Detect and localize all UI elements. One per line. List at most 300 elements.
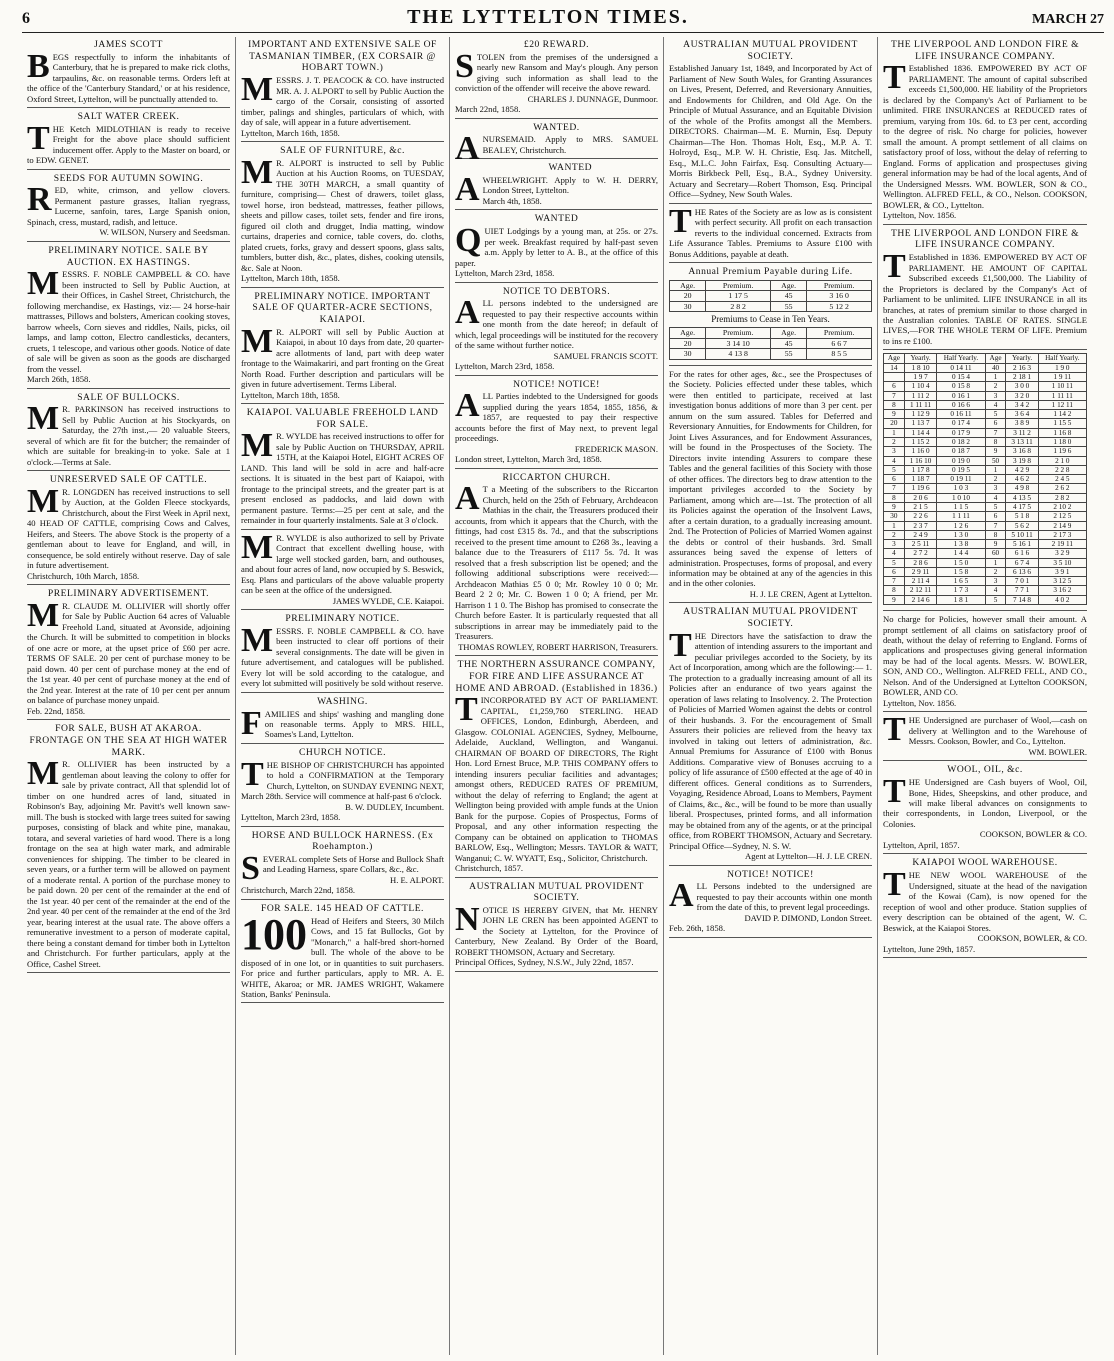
table-cell: 3 9 1 <box>1038 567 1086 576</box>
table-header-cell: Half Yearly. <box>937 354 985 363</box>
table-cell: 2 <box>884 530 905 539</box>
table-cell: 0 15 4 <box>937 373 985 382</box>
table-cell: 8 <box>985 530 1006 539</box>
ad-body <box>883 59 1087 210</box>
table-cell: 6 <box>884 382 905 391</box>
table-cell: 2 14 9 <box>1038 521 1086 530</box>
table-cell: 3 19 8 <box>1006 456 1038 465</box>
table-cell: 1 16 8 <box>1038 428 1086 437</box>
rates-grid-2 <box>669 327 872 360</box>
ad-text: R. CLAUDE M. OLLIVIER will shortly offer for Sale by Public Auction 64 acres of Valuable Freehold Land, situated at Avonside, adjoining the Church. It will be submitted to competition in blocks of one acre or more, at the upset price of £60 per acre. TERMS OF SALE. 20 per cent of purchase money to be paid down. 40 per cent of purchase money at the end of the 1st year. 40 per cent of purchase money at the end of the 2nd year. Interest at the rate of 10 per cent per annum on balance of purchase money unpaid. <box>27 601 230 706</box>
table-cell: 9 <box>884 410 905 419</box>
advertisement <box>455 659 658 877</box>
advertisement <box>883 39 1087 225</box>
drop-capital: T <box>455 691 478 729</box>
column-3 <box>450 37 664 1355</box>
table-cell: 30 <box>670 349 706 360</box>
drop-capital: M <box>241 427 274 465</box>
rates-grid <box>669 280 872 313</box>
ad-heading: CHURCH NOTICE. <box>299 746 386 758</box>
table-cell: 1 0 10 <box>937 493 985 502</box>
table-cell: 5 <box>884 558 905 567</box>
drop-capital: A <box>455 480 480 518</box>
table-cell: 2 5 11 <box>904 540 937 549</box>
table-cell: 5 <box>985 595 1006 604</box>
table-cell: 4 13 8 <box>706 349 771 360</box>
table-cell: 1 10 11 <box>1038 382 1086 391</box>
ad-text: R. ALPORT is instructed to sell by Public Auction at his Auction Rooms, on TUESDAY, THE 30TH MARCH, a small quantity of furniture, comprising— Chest of drawers, toilet glass, towel horse, iron bedstead, mattresses, feather pillows, sheets and pillow cases, toilet sets, fender and fire irons, figured oil cloth and drugget, India matting, window curtains, draperies and cornice, table covers, do. cloths, plated cruets, forks, gravy and dessert spoons, glass salts, tumblers, butter dish, &c., plates, dishes, cooking utensils, &c. Sale at Noon. <box>241 157 444 273</box>
table-cell: 30 <box>884 512 905 521</box>
table-cell: 1 18 0 <box>1038 437 1086 446</box>
advertisement <box>455 213 658 282</box>
table-cell: 1 17 8 <box>904 465 937 474</box>
table-header-cell: Premium. <box>706 280 771 291</box>
ad-signature: DAVID P. DIMOND, London Street. <box>744 912 872 923</box>
advertisement <box>241 747 444 827</box>
drop-capital: M <box>241 528 274 566</box>
ad-date: Principal Offices, Sydney, N.S.W., July 22nd, 1857. <box>455 957 634 968</box>
advertisement <box>27 39 230 108</box>
table-header-cell: Yearly. <box>904 354 937 363</box>
table-cell: 6 <box>985 419 1006 428</box>
ad-body <box>27 400 230 467</box>
drop-capital: A <box>455 130 480 168</box>
advertisement <box>883 711 1087 761</box>
table-header-cell: Premium. <box>706 328 771 339</box>
table-cell: 4 9 8 <box>1006 484 1038 493</box>
table-cell: 3 2 9 <box>1038 549 1086 558</box>
drop-capital: T <box>669 202 692 240</box>
drop-capital: M <box>27 755 60 793</box>
table-row <box>884 419 1087 428</box>
ad-date: Feb. 22nd, 1858. <box>27 705 86 716</box>
ad-heading: PRELIMINARY NOTICE. IMPORTANT SALE OF QUARTER-ACRE SECTIONS, KAIAPOI. <box>252 290 433 325</box>
ad-body <box>883 773 1087 829</box>
ad-signature: SAMUEL FRANCIS SCOTT. <box>553 350 658 361</box>
ad-text: ED, white, crimson, and yellow clovers. Permanent pasture grasses, Italian ryegrass, Lucerne, sanfoin, tares, Large Spanish onion, Spinach, cress, mustard, radish, and lettuce. <box>27 185 230 227</box>
advertisement <box>455 162 658 210</box>
table-cell: 0 19 5 <box>937 465 985 474</box>
table-cell: 1 9 0 <box>1038 363 1086 372</box>
table-row <box>884 567 1087 576</box>
ad-text: R. PARKINSON has received instructions to Sell by Public Auction at his Stockyards, on Saturday, the 27th inst.,— 20 valuable Steers, several of which are fit for the butcher; the remainder of which are suitable for breaking-in to yoke. Sale at 1 o'clock.—Terms at Sale. <box>27 404 230 467</box>
drop-capital: M <box>241 71 274 109</box>
table-cell: 2 8 6 <box>904 558 937 567</box>
advertisement <box>27 392 230 472</box>
table-cell: 2 <box>985 475 1006 484</box>
masthead <box>22 6 1104 33</box>
ad-text: LL persons indebted to the undersigned are requested to pay their respective accounts within one month from the date hereof; in default of which, legal proceedings will be instituted for the recovery of the same without further notice. <box>455 298 658 351</box>
ad-body <box>883 711 1087 749</box>
table-cell: 4 <box>985 586 1006 595</box>
table-cell: 0 18 7 <box>937 447 985 456</box>
table-cell: 1 2 6 <box>937 521 985 530</box>
advertisement <box>241 696 444 744</box>
ad-text: INCORPORATED BY ACT OF PARLIAMENT. CAPITAL, £1,259,760 STERLING. HEAD OFFICES, London, Edinburgh, Aberdeen, and Glasgow. COLONIAL AGENCIES, Sydney, Melbourne, Adelaide, Auckland, Wellington, and Wanganui. CHAIRMAN OF BOARD OF DIRECTORS, The Right Hon. Lord Ernest Bruce, M.P. THIS COMPANY offers to intending insurers peculiar facilities and advantages; amongst others, REDUCED RATES OF PREMIUM, without the delay of referring to England; the agent at Wellington being provided with ample funds at the Union Bank for the purpose. Copies of Prospectus, Forms of Proposal, and any other information respecting the Company can be obtained on application to THOMAS BARLOW, Esq., Wellington; Messrs. TAYLOR & WATT, Wanganui; C. W. WYATT, Esq., Solicitor, Christchurch. <box>455 695 658 863</box>
ad-text: Established January 1st, 1849, and Incorporated by Act of Parliament of New South Wales, for Granting Assurances on Lives, Present, Deferred, and Reversionary Annuities, and Endowments for Children, and Old Age. On the Principle of Mutual Assurance, and an Equitable Division of the whole of the Profits amongst all the Members. DIRECTORS. Chairman—M. E. Murnin, Esq. Deputy Chairman—The Hon. Thomas Holt, Esq., M.P. A. T. Holroyd, Esq., M.P. W. H. Christie, Esq. Jas. Mitchell, Esq., M.L.C. John Fairfax, Esq. Consulting Actuary—Morris Birkbeck Pell, Esq., B.A., Sydney University. Actuary and Secretary—Robert Thomson, Esq. Principal Office—Sydney, New South Wales. <box>669 63 872 200</box>
table-cell: 1 3 0 <box>937 530 985 539</box>
advertisement <box>27 588 230 720</box>
advertisement <box>883 228 1087 351</box>
ad-heading: AUSTRALIAN MUTUAL PROVIDENT SOCIETY. <box>683 39 858 62</box>
drop-capital: R <box>27 181 52 219</box>
table-cell: 1 13 7 <box>904 419 937 428</box>
table-row <box>884 549 1087 558</box>
table-cell: 6 <box>985 512 1006 521</box>
page-number: 6 <box>22 10 30 27</box>
table-cell: 3 2 0 <box>1006 391 1038 400</box>
ad-heading: WANTED. <box>533 121 580 133</box>
ad-signature: H. J. LE CREN, Agent at Lyttelton. <box>749 588 872 599</box>
drop-capital: M <box>27 597 60 634</box>
table-row <box>884 391 1087 400</box>
table-cell: 0 16 11 <box>937 410 985 419</box>
drop-capital: T <box>669 626 692 664</box>
ad-text: Established 1836. EMPOWERED BY ACT OF PARLIAMENT. The amount of capital subscribed exceeds £1,500,000. HE liability of the Proprietors is declared by the Company's Act of Parliament to be unlimited. FIRE INSURANCES at REDUCED rates of premium, varying from 10s. 6d. to £3 per cent, according to the degree of risk. No charge for policies, however small the amount. A prompt settlement of all claims on satisfactory proof of loss, without the delay of referring to England. Forms of application and prospectuses giving general information may be had of the local agents, And of the Undersigned Messrs. WM. BOWLER, SON & CO., Wellington. ALFRED FELL, & CO., Nelson. COOKSON, BOWLER, & CO., Lyttelton. <box>883 63 1087 210</box>
ad-body <box>455 900 658 957</box>
table-cell: 8 <box>884 400 905 409</box>
table-cell: 14 <box>884 363 905 372</box>
table-cell: 1 <box>884 428 905 437</box>
ad-body <box>883 614 1087 698</box>
table-cell: 6 <box>884 475 905 484</box>
table-cell: 4 2 9 <box>1006 465 1038 474</box>
table-cell: 0 19 11 <box>937 475 985 484</box>
table-cell: 0 14 11 <box>937 363 985 372</box>
table-cell: 1 0 3 <box>937 484 985 493</box>
table-cell: 2 <box>985 567 1006 576</box>
ad-text: HE Undersigned are purchaser of Wool,—cash on delivery at Wellington and to the Warehouse of Messrs. Cookson, Bowler, and Co., Lyttelton. <box>908 715 1087 747</box>
ad-body <box>669 626 872 851</box>
drop-capital: A <box>455 170 480 208</box>
table-cell: 1 3 8 <box>937 540 985 549</box>
advertisement <box>883 857 1087 958</box>
drop-capital: B <box>27 47 50 85</box>
ad-signature: B. W. DUDLEY, Incumbent. <box>345 801 444 812</box>
table-cell: 5 <box>985 502 1006 511</box>
table-cell: 1 16 10 <box>904 456 937 465</box>
drop-capital: T <box>883 59 906 97</box>
advertisement <box>669 202 872 263</box>
ad-text: LL Persons indebted to the undersigned are requested to pay their accounts within one month from the date of this, to prevent legal proceedings. <box>696 881 872 913</box>
table-cell: 1 18 7 <box>904 475 937 484</box>
table-cell: 45 <box>770 291 806 302</box>
table-cell: 5 1 8 <box>1006 512 1038 521</box>
ad-body <box>241 71 444 128</box>
table-cell: 4 6 2 <box>1006 475 1038 484</box>
table-header-cell: Age. <box>670 328 706 339</box>
ad-signature: COOKSON, BOWLER & CO. <box>979 829 1087 840</box>
ad-date: Lyttelton, March 23rd, 1858. <box>241 812 341 823</box>
ad-body <box>241 621 444 689</box>
table-cell: 3 <box>884 447 905 456</box>
table-row <box>884 577 1087 586</box>
ad-signature: COOKSON, BOWLER, & CO. <box>977 933 1087 944</box>
ad-date: Lyttelton, March 16th, 1858. <box>241 127 340 138</box>
table-cell: 1 10 4 <box>904 382 937 391</box>
rates-grid <box>883 353 1087 605</box>
ad-heading: KAIAPOI. VALUABLE FREEHOLD LAND FOR SALE. <box>246 407 439 430</box>
table-cell: 3 5 10 <box>1038 558 1086 567</box>
ad-heading: WASHING. <box>317 695 368 707</box>
advertisement <box>455 286 658 376</box>
ad-date: London street, Lyttelton, March 3rd, 1858. <box>455 454 602 465</box>
ad-signature: H. E. ALPORT. <box>390 874 444 885</box>
ad-text: AMILIES and ships' washing and mangling done on reasonable terms. Apply to MRS. HILL, Soames's Land, Lyttelton. <box>264 708 444 740</box>
drop-capital: M <box>241 322 274 360</box>
table-cell: 1 11 11 <box>1038 391 1086 400</box>
advertisement <box>27 723 230 973</box>
table-row <box>670 301 872 312</box>
ad-date: Christchurch, March 22nd, 1858. <box>241 885 356 896</box>
ad-heading: JAMES SCOTT <box>94 39 163 50</box>
table-cell: 20 <box>884 419 905 428</box>
table-cell: 4 13 5 <box>1006 493 1038 502</box>
table-row <box>884 521 1087 530</box>
table-cell: 7 <box>985 428 1006 437</box>
table-cell: 4 17 5 <box>1006 502 1038 511</box>
ad-text: OTICE IS HEREBY GIVEN, that Mr. HENRY JOHN LE CREN has been appointed AGENT to the Society at Lyttelton, for the Province of Canterbury, New Zealand. By Order of the Board, ROBERT THOMSON, Actuary and Secretary. <box>455 904 658 957</box>
table-header-cell: Premium. <box>807 328 872 339</box>
advertisement <box>241 613 444 693</box>
advertisement <box>241 39 444 142</box>
table-cell: 4 <box>985 493 1006 502</box>
table-cell: 1 1 5 <box>937 502 985 511</box>
table-row <box>670 338 872 349</box>
table-cell <box>884 373 905 382</box>
ad-text: WHEELWRIGHT. Apply to W. H. DERRY, London Street, Lyttelton. <box>482 174 658 196</box>
ad-body <box>27 755 230 969</box>
ad-date: March 22nd, 1858. <box>455 104 521 115</box>
advertisement <box>669 39 872 204</box>
ad-text: ESSRS. J. T. PEACOCK & CO. have instructed MR. A. J. ALPORT to sell by Public Auction the cargo of the Corsair, consisting of assorted timber, palings and shingles, particulars of which, with day of sale, will appear in a future advertisement. <box>241 75 444 128</box>
ad-text: Established in 1836. EMPOWERED BY ACT OF PARLIAMENT. HE AMOUNT OF CAPITAL Subscribed exceeds £1,500,000. The Liability of the Proprietors is declared by the Company's Act of Parliament to be unlimited. LIFE INSURANCE in all its branches, at rates of premium similar to those charged in the Australian colonies. TABLE OF RATES. SINGLE LIVES,—FOR THE WHOLE TERM OF LIFE. Premium to ins re £100. <box>883 252 1087 346</box>
table-cell: 1 1 11 <box>937 512 985 521</box>
ad-body <box>27 482 230 571</box>
table-cell: 2 10 2 <box>1038 502 1086 511</box>
table-header-cell: Premium. <box>807 280 872 291</box>
ad-heading: Annual Premium Payable during Life. <box>688 266 853 278</box>
table-row <box>884 586 1087 595</box>
table-cell: 3 0 0 <box>1006 382 1038 391</box>
ad-heading: KAIAPOI WOOL WAREHOUSE. <box>912 857 1058 869</box>
table-cell: 2 9 11 <box>904 567 937 576</box>
ad-date: Lyttelton, March 23rd, 1858. <box>455 268 555 279</box>
table-cell: 2 14 6 <box>904 595 937 604</box>
ad-body <box>27 181 230 227</box>
drop-capital: T <box>27 119 50 157</box>
drop-capital: T <box>883 711 906 749</box>
table-row <box>884 540 1087 549</box>
ad-text: For the rates for other ages, &c., see the Prospectuses of the Society. Policies effected under these tables, which were then entitled to participate, received at last investigation bonus additions of more than 3 per cent. per annum on the sum assured. Tables for Deferred and Reversionary Annuities, for Endowments for Children, for Joint Lives Assurances, and for Endowment Assurances, will be found in the Prospectuses of the Society. The Directors invite intending Assurers to compare these Tables and the general facilities of this Society with those of other offices. The directors beg to draw attention to the important privileges accorded to the Society by Parliament, among which are—1st. The protection of all its Policies against the operation of the Insolvent Laws, after a certain duration, to a gradually increasing amount. 2nd. The Protection of Policies of Married Women against the debts or control of their husbands. 3rd. Small assurances being saved the expense of letters of administration. Prospectuses, forms of proposal, and every information may be obtained at any of the agencies in this and in the other colonies. <box>669 368 872 589</box>
table-cell: 55 <box>770 301 806 312</box>
table-cell: 2 0 6 <box>904 493 937 502</box>
table-cell: 1 19 6 <box>904 484 937 493</box>
table-cell: 9 <box>884 502 905 511</box>
ad-heading: NOTICE! NOTICE! <box>727 868 814 880</box>
ad-body <box>27 119 230 166</box>
table-cell: 2 19 11 <box>1038 540 1086 549</box>
ad-heading: AUSTRALIAN MUTUAL PROVIDENT SOCIETY. <box>469 880 644 904</box>
ad-date: Lyttelton, June 29th, 1857. <box>883 943 976 954</box>
ad-text: R. ALPORT will sell by Public Auction at Kaiapoi, in about 10 days from date, 20 quarter-acre allotments of land, part with deep water frontage to the Waimakariri, and part fronting on the Great North Road. Further description and particulars will be given in future advertisement. Terms Liberal. <box>241 326 444 390</box>
table-row <box>884 484 1087 493</box>
table-cell: 1 5 8 <box>937 567 985 576</box>
ad-body <box>27 265 230 374</box>
table-row <box>884 363 1087 372</box>
table-cell: 7 7 1 <box>1006 586 1038 595</box>
table-row <box>670 291 872 302</box>
table-row <box>884 428 1087 437</box>
advertisement <box>455 379 658 469</box>
table-cell: 3 <box>884 540 905 549</box>
table-cell: 2 1 5 <box>904 502 937 511</box>
table-cell: 20 <box>670 291 706 302</box>
ad-body <box>455 222 658 268</box>
advertisement <box>455 121 658 168</box>
table-cell: 1 <box>985 373 1006 382</box>
table-cell: 1 8 1 <box>937 595 985 604</box>
ad-heading: THE LIVERPOOL AND LONDON FIRE & LIFE INSURANCE COMPANY. <box>890 39 1080 62</box>
ad-text: LL Parties indebted to the Undersigned for goods supplied during the years 1854, 1855, 1856, & 1857, are requested to pay their respective accounts before the first of May next, to prevent legal proceedings. <box>455 391 658 444</box>
advertisement <box>27 173 230 242</box>
table-cell: 4 <box>884 549 905 558</box>
table-cell: 3 16 2 <box>1038 586 1086 595</box>
table-row <box>884 530 1087 539</box>
drop-capital: T <box>241 755 264 793</box>
advertisement <box>669 369 872 604</box>
ad-heading: IMPORTANT AND EXTENSIVE SALE OF TASMANIAN TIMBER, (EX CORSAIR @ HOBART TOWN.) <box>248 39 437 74</box>
ad-text: EVERAL complete Sets of Horse and Bullock Shaft and Leading Harness, spare Collars, &c., &c. <box>262 853 444 875</box>
table-cell: 3 <box>985 484 1006 493</box>
table-cell: 0 15 8 <box>937 382 985 391</box>
table-row <box>884 475 1087 484</box>
table-cell: 2 <box>985 382 1006 391</box>
table-cell: 55 <box>770 349 806 360</box>
table-cell: 4 <box>884 456 905 465</box>
ad-body <box>883 866 1087 933</box>
drop-capital: M <box>27 482 60 520</box>
ad-date: Lyttelton, Nov. 1856. <box>883 697 957 708</box>
ad-heading: NOTICE TO DEBTORS. <box>502 285 611 297</box>
table-cell: 6 6 7 <box>807 338 872 349</box>
table-cell: 2 7 2 <box>904 549 937 558</box>
ad-body <box>669 63 872 199</box>
ad-heading: PRELIMINARY ADVERTISEMENT. <box>47 588 210 600</box>
ad-body <box>27 47 230 104</box>
table-cell: 1 <box>884 521 905 530</box>
table-row <box>884 493 1087 502</box>
table-cell: 7 <box>884 484 905 493</box>
table-header-cell: Half Yearly. <box>1038 354 1086 363</box>
table-cell: 4 <box>985 400 1006 409</box>
table-cell: 0 18 2 <box>937 437 985 446</box>
table-cell: 2 12 5 <box>1038 512 1086 521</box>
ad-signature: THOMAS ROWLEY, ROBERT HARRISON, Treasurers. <box>458 641 658 652</box>
table-header-cell: Age. <box>670 280 706 291</box>
ad-body <box>669 369 872 589</box>
ad-date: Lyttelton, March 23rd, 1858. <box>455 361 555 372</box>
table-cell: 0 16 6 <box>937 400 985 409</box>
table-cell: 1 12 11 <box>1038 400 1086 409</box>
ad-body <box>883 248 1087 346</box>
ad-body <box>669 202 872 259</box>
ad-text: ESSRS. F. NOBLE CAMPBELL & CO. have been instructed to Sell by Public Auction, at their Offices, in Cashel Street, Christchurch, the following merchandise, ex Hastings, viz:— 24 horse-hair mattrasses, Pillows and bolsters, American cooking stoves, barrow wheels, Corn sieves and riddles, Nails, picks, oil lamps, and lamp cotton, Electro candlesticks, decanters, cruets, 1 telescope, and various other goods. Notice of date of sale will be given as soon as the goods are discharged from the vessel. <box>27 269 230 374</box>
table-row <box>670 349 872 360</box>
ad-body <box>241 427 444 526</box>
ad-signature: CHARLES J. DUNNAGE, Dunmoor. <box>527 93 658 104</box>
table-row <box>884 447 1087 456</box>
table-cell: 2 <box>884 437 905 446</box>
table-cell: 1 11 11 <box>904 400 937 409</box>
table-cell: 1 19 6 <box>1038 447 1086 456</box>
table-cell: 7 <box>985 521 1006 530</box>
table-caption: Premiums to Cease in Ten Years. <box>711 314 830 325</box>
drop-capital: A <box>455 387 480 425</box>
advertisement <box>27 111 230 170</box>
issue-date: MARCH 27 <box>1032 12 1104 27</box>
ad-body <box>241 528 444 596</box>
advertisement <box>455 39 658 119</box>
table-cell: 3 11 2 <box>1006 428 1038 437</box>
table-row <box>884 437 1087 446</box>
table-cell: 8 5 5 <box>807 349 872 360</box>
advertisement <box>883 353 1087 611</box>
advertisement <box>241 291 444 405</box>
table-header-cell: Age. <box>770 280 806 291</box>
table-cell: 8 <box>884 586 905 595</box>
ad-heading: NOTICE! NOTICE! <box>513 378 600 390</box>
ad-text: EGS respectfully to inform the inhabitants of Canterbury, that he is prepared to make rick cloths, tarpaulins, &c. on reasonable terms. Orders left at the office of the 'Canterbury Standard,' or at his residence, Oxford Street, Lyttelton, will be punctually attended to. <box>27 51 230 104</box>
advertisement <box>241 407 444 530</box>
drop-capital: M <box>241 621 274 659</box>
drop-capital: S <box>241 849 260 887</box>
ad-text: R. LONGDEN has received instructions to sell by Auction, at the Golden Fleece stockyards, Christchurch, about the First Week in April next, 40 HEAD OF CATTLE, comprising Cows and Calves, Heifers, and Steers. The above Stock is the property of a gentleman about to leave for England, and will, in consequence, be sold entirely without reserve. Day of sale in future advertisement. <box>27 486 230 571</box>
table-row <box>884 373 1087 382</box>
table-cell: 1 7 3 <box>937 586 985 595</box>
ad-text: No charge for Policies, however small their amount. A prompt settlement of all claims on satisfactory proof of death, without the delay of referring to England. Forms of applications and prospectuses giving general information may be had of the local agents. Messrs. W. BOWLER, SON, AND CO., Wellington. ALFRED FELL, AND CO., Nelson. And of the Undersigned at Lyttelton COOKSON, BOWLER, AND CO. <box>883 614 1087 698</box>
drop-capital: T <box>883 773 906 811</box>
ad-text: NURSEMAID. Apply to MRS. SAMUEL BEALEY, Christchurch. <box>482 134 658 155</box>
ad-heading: SEEDS FOR AUTUMN SOWING. <box>53 172 204 184</box>
advertisement <box>241 145 444 288</box>
table-cell: 9 <box>985 540 1006 549</box>
drop-capital: T <box>883 248 906 286</box>
table-row <box>884 512 1087 521</box>
ad-heading: RICCARTON CHURCH. <box>502 471 611 483</box>
table-cell: 6 <box>884 567 905 576</box>
ad-text: T a Meeting of the subscribers to the Riccarton Church, held on the 25th of February, Archdeacon Mathias in the chair, the Treasurers produced their accounts, from which it appears that the Church, with the fittings, had cost £315 8s. 7d., and that the subscriptions received to the present time amount to £268 3s., leaving a balance due to the Treasurers of £117 5s. 7d. It was resolved that a fresh subscription list be opened; and the following additional subscriptions were received:— Archdeacon Mathias £5 0 0; Mr. Rowley 10 0 0; Mr. Beard 2 2 0; Mr. C. Bowen 1 0 0; A friend, per Mr. Harrison 1 1 0. The Bishop has promised to consecrate the Church before Easter. It is particularly requested that all subscriptions in arrear may be immediately paid to the Treasurers. <box>455 484 658 642</box>
ad-text: HE Undersigned are Cash buyers of Wool, Oil, Bone, Hides, Sheepskins, and other produce, and will make liberal advances on consignments to their correspondents, in London, Liverpool, or the Colonies. <box>883 777 1087 829</box>
advertisement <box>27 245 230 389</box>
table-cell: 1 16 0 <box>904 447 937 456</box>
table-cell: 1 15 5 <box>1038 419 1086 428</box>
table-cell: 1 9 7 <box>904 373 937 382</box>
ad-text: ESSRS. F. NOBLE CAMPBELL & CO. have been instructed to clear off portions of their several consignments. The date will be given in future advertisement, and catalogues will be published. Every lot will be sold according to the catalogue, and every lot submitted will positively be sold without reserve. <box>241 625 444 689</box>
table-cell: 20 <box>670 338 706 349</box>
advertisement <box>27 474 230 585</box>
ad-body <box>455 294 658 351</box>
table-cell: 1 11 2 <box>904 391 937 400</box>
table-cell: 1 14 4 <box>904 428 937 437</box>
advertisement <box>669 606 872 865</box>
ad-signature: JAMES WYLDE, C.E. Kaiapoi. <box>332 595 444 606</box>
ad-text: HE NEW WOOL WAREHOUSE of the Undersigned, situate at the head of the navigation of the Kowai (Cam), is now opened for the reception of wool and other produce. Station supplies of every description can be obtained of the agent, W. C. Beswick, at the Kaiapoi Stores. <box>883 870 1087 933</box>
table-row <box>884 400 1087 409</box>
table-cell: 2 12 11 <box>904 586 937 595</box>
columns <box>22 37 1104 1355</box>
table-cell: 5 <box>884 465 905 474</box>
